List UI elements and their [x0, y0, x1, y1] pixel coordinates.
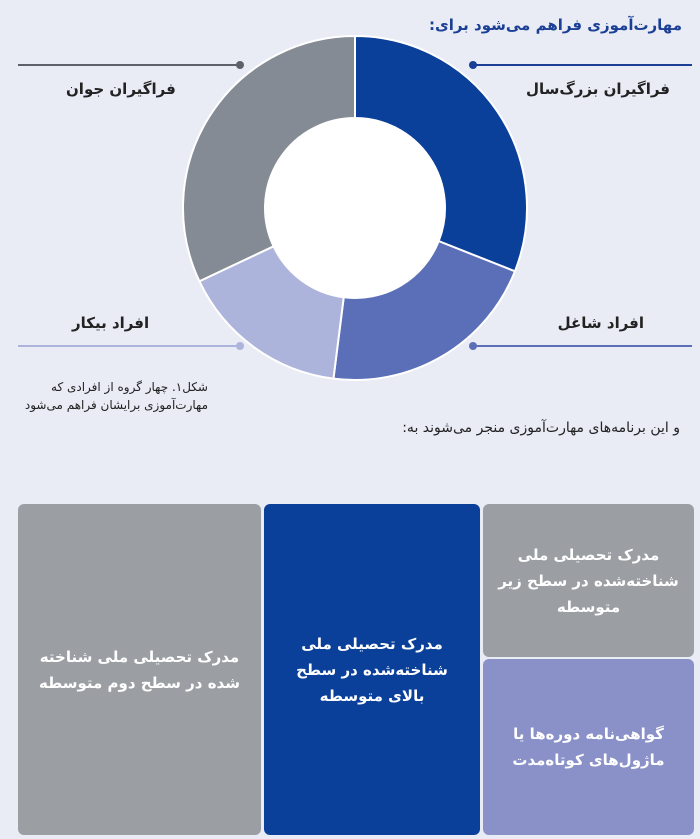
leader-dot-unemployed	[236, 342, 244, 350]
box-short-course-text: گواهی‌نامه دوره‌ها یا ماژول‌های کوتاه‌مدت	[512, 725, 665, 769]
donut-hole	[265, 118, 445, 298]
label-young-learners: فراگیران جوان	[66, 80, 176, 98]
leader-line-young	[18, 64, 240, 66]
leader-dot-employed	[469, 342, 477, 350]
box-sub-secondary-certificate	[483, 504, 694, 657]
box-lower-secondary-text: مدرک تحصیلی ملی شناخته شده در سطح دوم متوسطه	[39, 647, 240, 692]
label-unemployed: افراد بیکار	[72, 314, 150, 332]
figure-caption: شکل۱. چهار گروه از افرادی که مهارت‌آموزی برایشان فراهم می‌شود	[24, 380, 208, 412]
label-employed: افراد شاغل	[557, 314, 644, 332]
leader-line-employed	[474, 345, 692, 347]
box-upper-secondary-text: مدرک تحصیلی ملی شناخته‌شده در سطح بالای متوسطه	[296, 634, 448, 705]
box-short-course-certificate	[483, 659, 694, 835]
lead-in-text: و این برنامه‌های مهارت‌آموزی منجر می‌شوند به:	[402, 420, 680, 436]
page-heading: مهارت‌آموزی فراهم می‌شود برای:	[428, 16, 682, 34]
box-upper-secondary-certificate	[264, 504, 480, 835]
box-sub-secondary-text: مدرک تحصیلی ملی شناخته‌شده در سطح زیر متوسطه	[498, 545, 679, 616]
leader-line-unemployed	[18, 345, 240, 347]
leader-dot-adult	[469, 61, 477, 69]
leader-line-adult	[474, 64, 692, 66]
label-adult-learners: فراگیران بزرگ‌سال	[526, 80, 670, 98]
leader-dot-young	[236, 61, 244, 69]
box-lower-secondary-certificate	[18, 504, 261, 835]
